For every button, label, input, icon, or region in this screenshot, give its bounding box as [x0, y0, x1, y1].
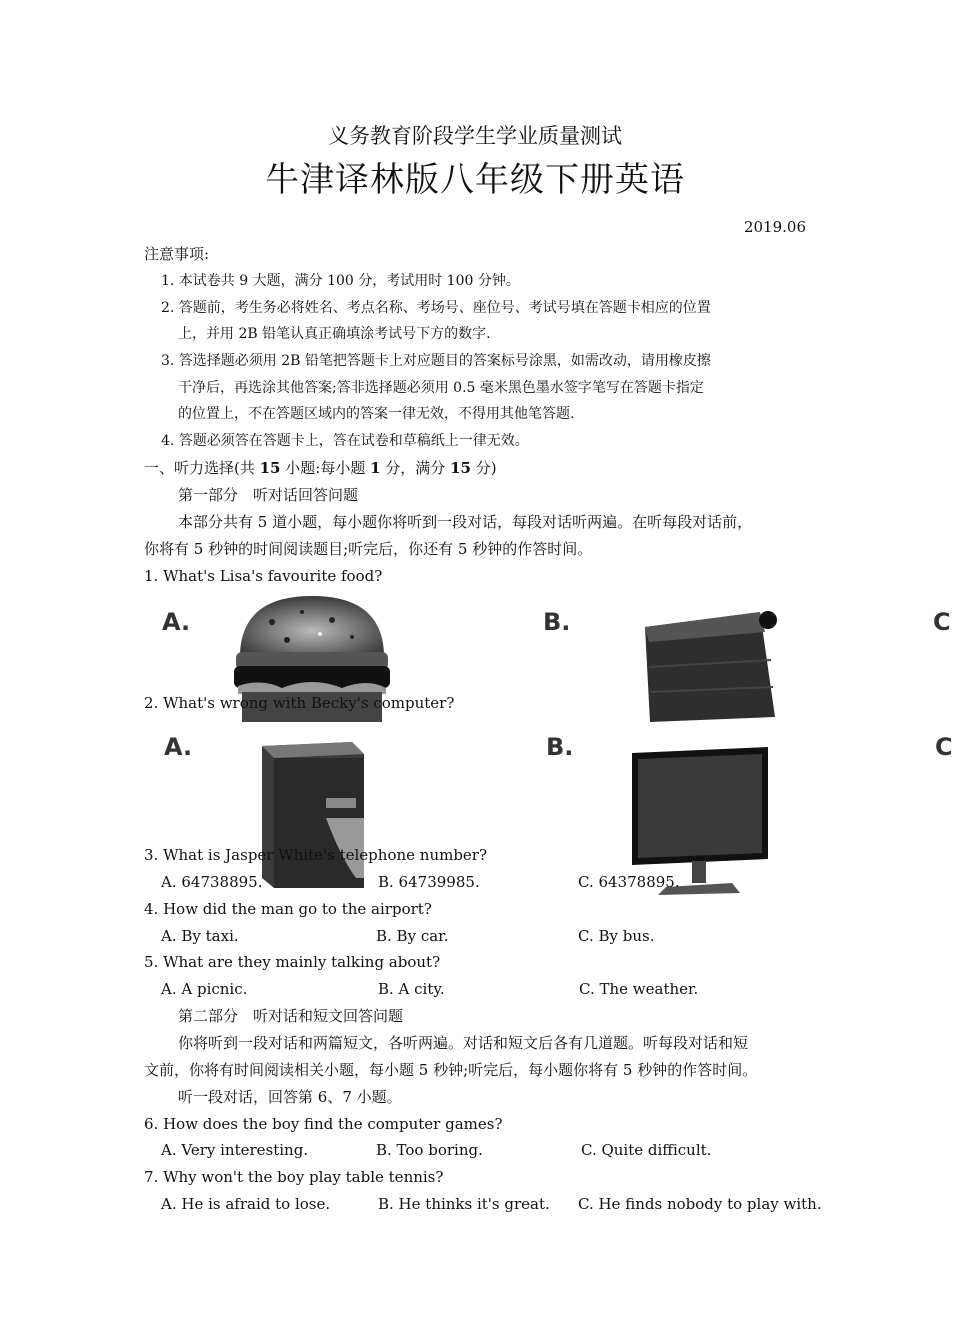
exam-title: 牛津译林版八年级下册英语 [265, 160, 685, 200]
part-description: 听一段对话，回答第 6、7 小题。 [178, 1088, 402, 1106]
option-label: A. [164, 733, 193, 761]
part-description: 你将有 5 秒钟的时间阅读题目;听完后，你还有 5 秒钟的作答时间。 [144, 540, 593, 558]
option-label: A. [162, 608, 191, 636]
cake-image [635, 592, 785, 722]
option-c: C. 64378895. [578, 873, 680, 891]
option-a: A. He is afraid to lose. [161, 1195, 331, 1213]
option-a: A. Very interesting. [161, 1141, 309, 1159]
question-text: 4. How did the man go to the airport? [144, 900, 432, 918]
notice-item: 的位置上，不在答题区域内的答案一律无效，不得用其他笔答题. [178, 406, 575, 422]
option-label: C [935, 733, 953, 761]
option-c: C. By bus. [578, 927, 655, 945]
question-text: 6. How does the boy find the computer games? [144, 1115, 503, 1133]
notice-item: 2. 答题前，考生务必将姓名、考点名称、考场号、座位号、考试号填在答题卡相应的位置 [161, 300, 711, 316]
part-description: 本部分共有 5 道小题，每小题你将听到一段对话，每段对话听两遍。在听每段对话前， [178, 513, 753, 531]
notice-heading: 注意事项: [144, 245, 210, 263]
question-text: 5. What are they mainly talking about? [144, 953, 441, 971]
option-label: B. [543, 608, 571, 636]
option-a: A. A picnic. [161, 980, 248, 998]
option-b: B. Too boring. [376, 1141, 483, 1159]
option-b: B. 64739985. [378, 873, 480, 891]
notice-item: 4. 答题必须答在答题卡上，答在试卷和草稿纸上一律无效。 [161, 433, 529, 449]
option-c: C. The weather. [579, 980, 699, 998]
notice-item: 3. 答选择题必须用 2B 铅笔把答题卡上对应题目的答案标号涂黑，如需改动，请用橡皮擦 [161, 353, 711, 369]
option-b: B. A city. [378, 980, 445, 998]
computer-tower-image [256, 738, 368, 890]
option-label: C [933, 608, 951, 636]
option-a: A. 64738895. [161, 873, 263, 891]
notice-item: 1. 本试卷共 9 大题，满分 100 分，考试用时 100 分钟。 [161, 273, 520, 289]
notice-item: 上，并用 2B 铅笔认真正确填涂考试号下方的数字. [178, 326, 491, 342]
option-c: C. He finds nobody to play with. [578, 1195, 822, 1213]
part-title: 第一部分 听对话回答问题 [178, 486, 359, 504]
question-text: 2. What's wrong with Becky's computer? [144, 694, 455, 712]
option-label: B. [546, 733, 574, 761]
section-heading: 一、听力选择(共 15 小题:每小题 1 分，满分 15 分) [144, 459, 497, 477]
part-description: 你将听到一段对话和两篇短文，各听两遍。对话和短文后各有几道题。听每段对话和短 [178, 1034, 749, 1052]
exam-subtitle: 义务教育阶段学生学业质量测试 [328, 124, 622, 148]
option-c: C. Quite difficult. [581, 1141, 712, 1159]
exam-date: 2019.06 [743, 218, 806, 236]
option-a: A. By taxi. [161, 927, 239, 945]
question-text: 7. Why won't the boy play table tennis? [144, 1168, 444, 1186]
option-b: B. He thinks it's great. [378, 1195, 550, 1213]
notice-item: 干净后，再选涂其他答案;答非选择题必须用 0.5 毫米黑色墨水签字笔写在答题卡指定 [178, 380, 704, 396]
question-text: 3. What is Jasper White's telephone number? [144, 846, 488, 864]
part-description: 文前，你将有时间阅读相关小题，每小题 5 秒钟;听完后，每小题你将有 5 秒钟的作答时间。 [144, 1061, 758, 1079]
option-b: B. By car. [376, 927, 449, 945]
part-title: 第二部分 听对话和短文回答问题 [178, 1007, 404, 1025]
question-text: 1. What's Lisa's favourite food? [144, 567, 383, 585]
